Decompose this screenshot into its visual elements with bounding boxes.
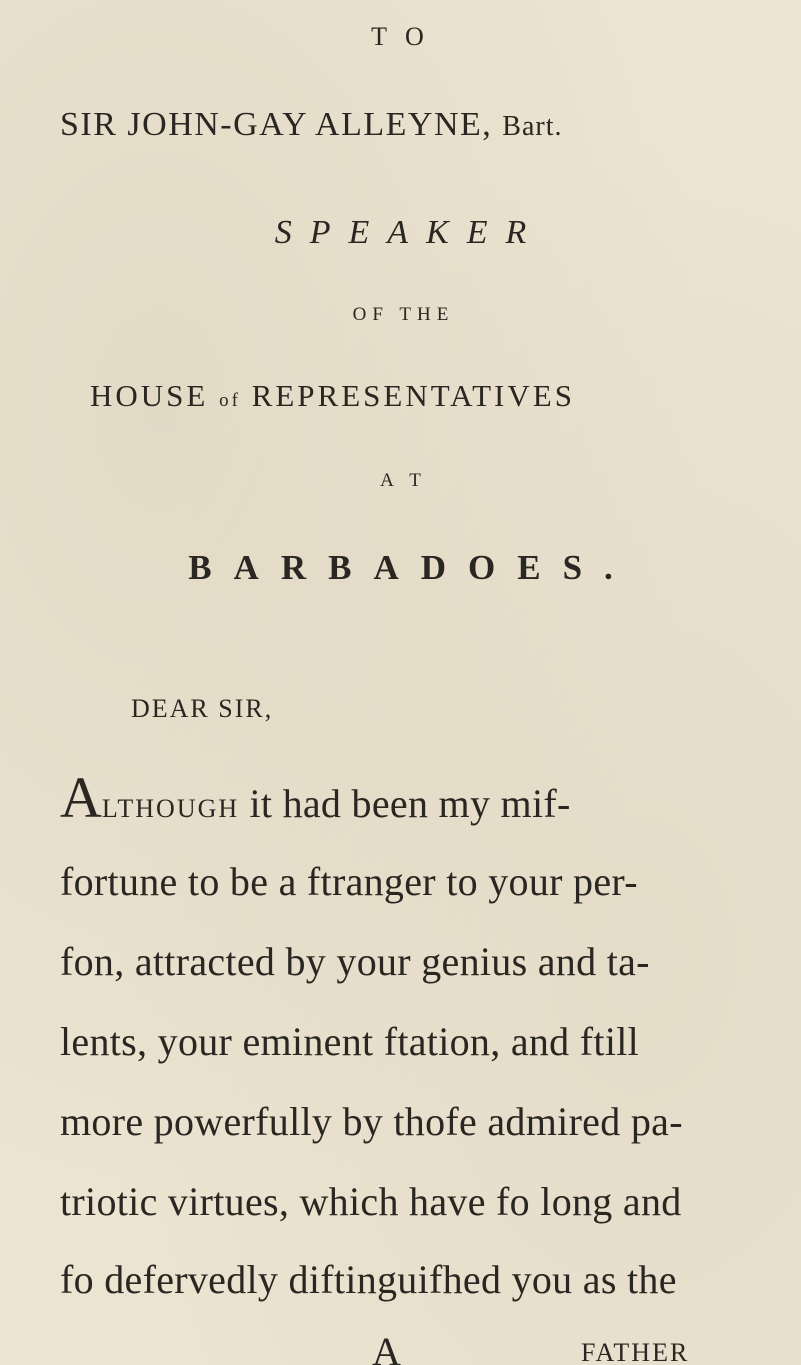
salutation: DEAR SIR, (131, 694, 274, 723)
body-line-3: fon, attracted by your genius and ta- (60, 939, 650, 984)
heading-house-part-1: HOUSE (90, 378, 220, 413)
heading-of-the: OF THE (352, 304, 455, 325)
heading-house-of: of (219, 390, 241, 411)
heading-house (90, 378, 575, 414)
signature-mark: A (372, 1329, 401, 1365)
dedicatee-title: Bart. (502, 111, 563, 142)
body-line-2: fortune to be a ftranger to your per- (60, 859, 638, 904)
body-line-7: fo defervedly diftinguifhed you as the (60, 1257, 677, 1302)
heading-place: BARBADOES. (188, 548, 635, 587)
heading-at: A T (380, 470, 427, 491)
dedicatee-name (60, 106, 562, 144)
dedicatee-name-main: SIR JOHN-GAY ALLEYNE, (60, 106, 503, 143)
dedicatee-role: SPEAKER (274, 214, 545, 251)
body-line-1-rest: it had been my mif- (239, 781, 571, 826)
heading-house-part-2: REPRESENTATIVES (240, 378, 575, 413)
opening-small-caps: LTHOUGH (101, 794, 240, 823)
body-line-6: triotic virtues, which have fo long and (60, 1179, 682, 1224)
heading-to: T O (371, 22, 430, 51)
drop-initial: A (60, 765, 102, 830)
body-line-4: lents, your eminent ftation, and ftill (60, 1019, 640, 1064)
body-line-1 (60, 765, 740, 830)
body-line-5: more powerfully by thofe admired pa- (60, 1099, 683, 1144)
catchword: FATHER (581, 1338, 690, 1365)
